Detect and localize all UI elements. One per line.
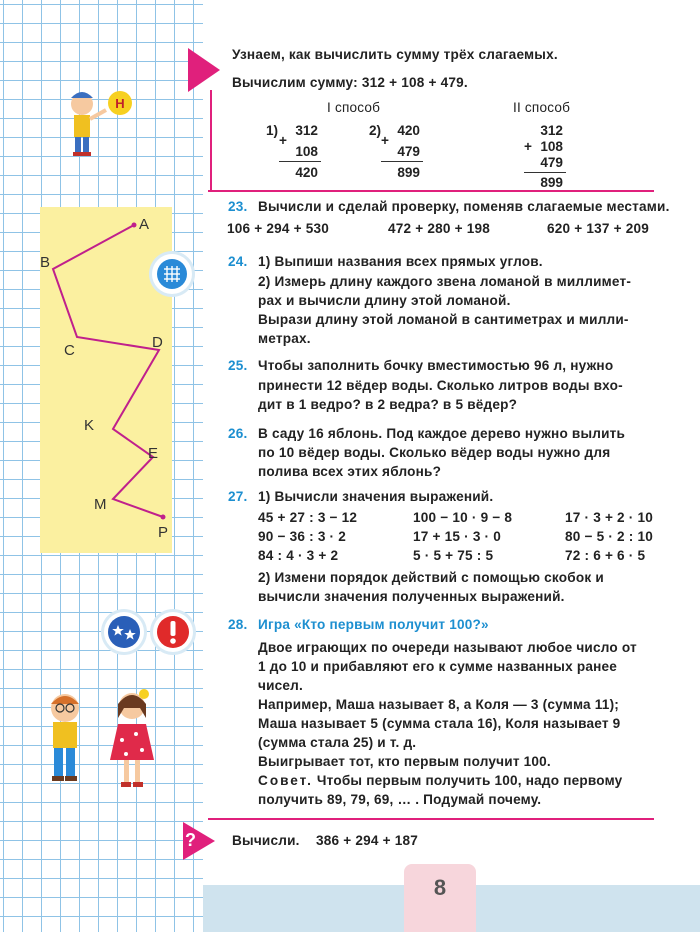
col-2-a: 420 bbox=[397, 123, 420, 138]
col-3-plus: + bbox=[524, 139, 532, 154]
task-27-line-2: 2) Измени порядок действий с помощью скобок и bbox=[258, 570, 604, 585]
vertex-label-d: D bbox=[152, 334, 163, 351]
col-1-plus: + bbox=[279, 133, 287, 148]
task-24-number: 24. bbox=[228, 254, 248, 269]
task-28-line-3: чисел. bbox=[258, 678, 303, 693]
task-28-line-6: (сумма стала 25) и т. д. bbox=[258, 735, 417, 750]
task-23-text: Вычисли и сделай проверку, поменяв слагаемые местами. bbox=[258, 199, 670, 214]
task-24-line-2: 2) Измерь длину каждого звена ломаной в миллимет- bbox=[258, 274, 632, 289]
task-25-line-1: Чтобы заполнить бочку вместимостью 96 л, нужно bbox=[258, 358, 614, 373]
col-3-result: 899 bbox=[540, 175, 563, 190]
task-28-number: 28. bbox=[228, 617, 248, 632]
task-28-advice bbox=[258, 771, 622, 791]
vertex-label-c: C bbox=[64, 342, 75, 359]
grid-tool-icon bbox=[152, 254, 192, 294]
task-28-line-9: получить 89, 79, 69, … . Подумай почему. bbox=[258, 792, 542, 807]
intro-line-2: Вычислим сумму: 312 + 108 + 479. bbox=[232, 75, 468, 90]
badge-letter: Н bbox=[115, 96, 125, 111]
question-mark-icon: ? bbox=[185, 830, 196, 850]
task-26-line-1: В саду 16 яблонь. Под каждое дерево нужно вылить bbox=[258, 426, 626, 441]
vertex-label-m: M bbox=[94, 496, 107, 513]
task-27-r1-c1: 45 + 27 : 3 − 12 bbox=[258, 510, 358, 525]
task-27-r3-c2: 5 · 5 + 75 : 5 bbox=[413, 548, 494, 563]
task-25-line-3: дит в 1 ведро? в 2 ведра? в 5 вёдер? bbox=[258, 397, 518, 412]
task-28-line-2: 1 до 10 и прибавляют его к сумме названных ранее bbox=[258, 659, 618, 674]
col-2-b: 479 bbox=[397, 144, 420, 159]
task-27-r2-c1: 90 − 36 : 3 · 2 bbox=[258, 529, 347, 544]
task-27-r1-c2: 100 − 10 · 9 − 8 bbox=[413, 510, 513, 525]
divider-top bbox=[208, 190, 654, 192]
vertex-label-k: K bbox=[84, 417, 95, 434]
bottom-label: Вычисли. bbox=[232, 833, 300, 848]
vertex-label-e: E bbox=[148, 445, 159, 462]
task-28-line-1: Двое играющих по очереди называют любое число от bbox=[258, 640, 637, 655]
col-1-a: 312 bbox=[295, 123, 318, 138]
boy-with-flag-icon bbox=[60, 84, 140, 160]
vertex-label-p: P bbox=[158, 524, 169, 541]
col-2-rule bbox=[381, 161, 423, 162]
col-3-c: 479 bbox=[540, 155, 563, 170]
task-23-expr-1: 106 + 294 + 530 bbox=[227, 221, 330, 236]
task-24-line-5: метрах. bbox=[258, 331, 311, 346]
section-vertical-line bbox=[210, 90, 212, 190]
task-25-number: 25. bbox=[228, 358, 248, 373]
task-24-line-1: 1) Выпиши названия всех прямых углов. bbox=[258, 254, 543, 269]
task-24-line-3: рах и вычисли длину этой ломаной. bbox=[258, 293, 511, 308]
task-25-line-2: принести 12 вёдер воды. Сколько литров воды вхо- bbox=[258, 378, 623, 393]
task-26-line-2: по 10 вёдер воды. Сколько вёдер воды нужно для bbox=[258, 445, 611, 460]
task-24-line-4: Вырази длину этой ломаной в сантиметрах и милли- bbox=[258, 312, 629, 327]
task-27-r3-c1: 84 : 4 · 3 + 2 bbox=[258, 548, 339, 563]
method-2-title: II способ bbox=[513, 100, 571, 115]
bottom-expression: 386 + 294 + 187 bbox=[316, 833, 419, 848]
col-3-a: 312 bbox=[540, 123, 563, 138]
col-2-label: 2) bbox=[369, 123, 382, 138]
col-2-plus: + bbox=[381, 133, 389, 148]
attention-icon bbox=[153, 612, 193, 652]
advice-word: Совет. bbox=[258, 773, 313, 788]
intro-line-1: Узнаем, как вычислить сумму трёх слагаемых. bbox=[232, 47, 558, 62]
col-1-result: 420 bbox=[295, 165, 318, 180]
task-27-number: 27. bbox=[228, 489, 248, 504]
task-27-r2-c2: 17 + 15 · 3 · 0 bbox=[413, 529, 502, 544]
section-marker-icon bbox=[188, 48, 220, 92]
task-27-r3-c3: 72 : 6 + 6 · 5 bbox=[565, 548, 646, 563]
method-1-title: I способ bbox=[327, 100, 381, 115]
stars-icon bbox=[104, 612, 144, 652]
task-26-line-3: полива всех этих яблонь? bbox=[258, 464, 442, 479]
task-27-r1-c3: 17 · 3 + 2 · 10 bbox=[565, 510, 654, 525]
col-1-b: 108 bbox=[295, 144, 318, 159]
divider-bottom bbox=[208, 818, 654, 820]
task-27-line-1: 1) Вычисли значения выражений. bbox=[258, 489, 494, 504]
task-27-line-3: вычисли значения полученных выражений. bbox=[258, 589, 565, 604]
task-23-expr-2: 472 + 280 + 198 bbox=[388, 221, 491, 236]
task-28-title: Игра «Кто первым получит 100?» bbox=[258, 617, 489, 632]
task-23-number: 23. bbox=[228, 199, 248, 214]
col-3-b: 108 bbox=[540, 139, 563, 154]
task-27-r2-c3: 80 − 5 · 2 : 10 bbox=[565, 529, 654, 544]
kids-illustration bbox=[40, 684, 165, 794]
page-number: 8 bbox=[404, 864, 476, 932]
col-2-result: 899 bbox=[397, 165, 420, 180]
task-23-expr-3: 620 + 137 + 209 bbox=[547, 221, 650, 236]
col-1-label: 1) bbox=[266, 123, 279, 138]
vertex-label-a: A bbox=[139, 216, 150, 233]
col-1-rule bbox=[279, 161, 321, 162]
task-28-line-5: Маша называет 5 (сумма стала 16), Коля называет 9 bbox=[258, 716, 621, 731]
task-28-line-7: Выигрывает тот, кто первым получит 100. bbox=[258, 754, 551, 769]
advice-text: Чтобы первым получить 100, надо первому bbox=[312, 773, 623, 788]
task-26-number: 26. bbox=[228, 426, 248, 441]
task-28-line-4: Например, Маша называет 8, а Коля — 3 (сумма 11); bbox=[258, 697, 620, 712]
vertex-label-b: B bbox=[40, 254, 51, 271]
